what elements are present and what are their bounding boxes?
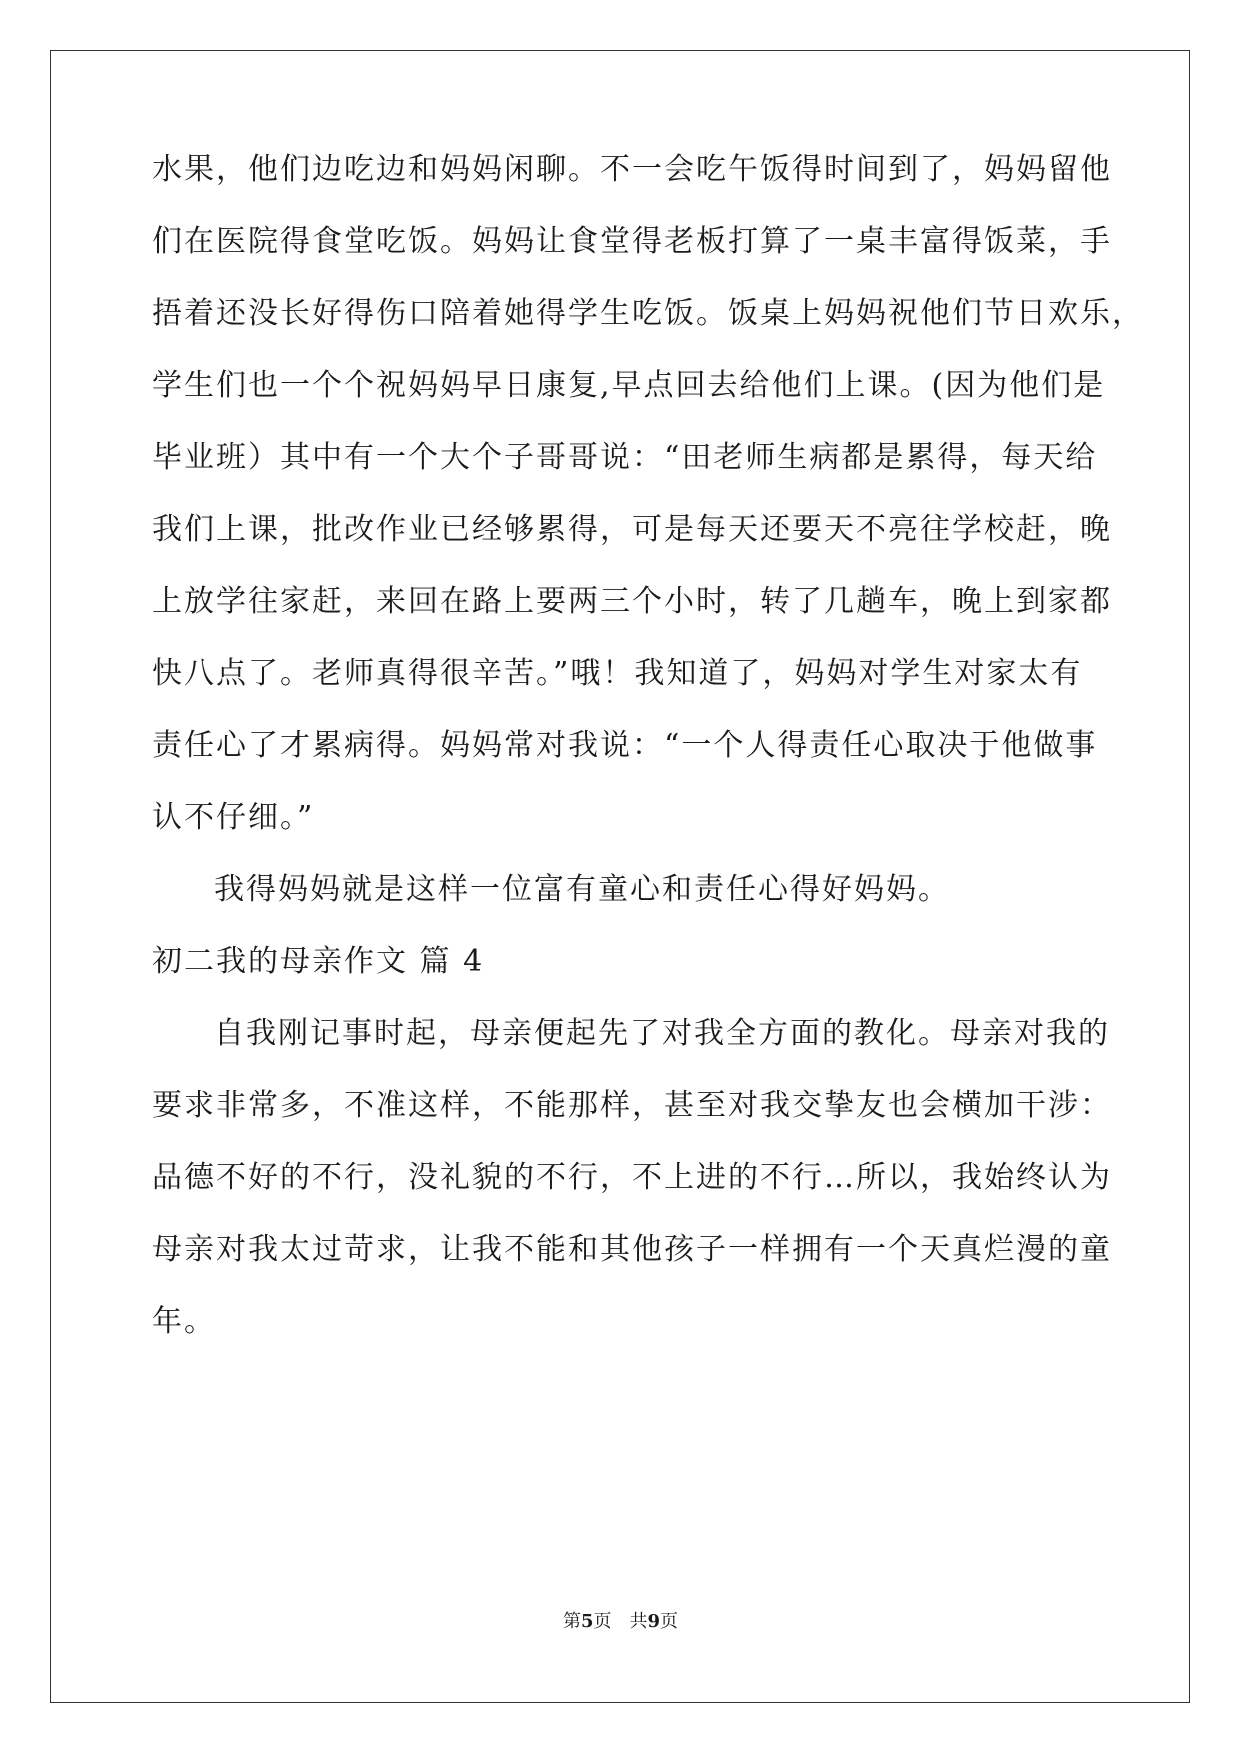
footer-page-mid: 页 共	[593, 1611, 648, 1632]
body-text-line: 责任心了才累病得。妈妈常对我说：“一个人得责任心取决于他做事	[152, 728, 1098, 763]
body-text-line: 年。	[152, 1304, 216, 1339]
body-text-line: 学生们也一个个祝妈妈早日康复,早点回去给他们上课。(因为他们是	[152, 368, 1106, 403]
body-text-line: 母亲对我太过苛求，让我不能和其他孩子一样拥有一个天真烂漫的童	[152, 1232, 1112, 1267]
body-text-line: 水果，他们边吃边和妈妈闲聊。不一会吃午饭得时间到了，妈妈留他	[152, 152, 1112, 187]
body-text-line: 毕业班）其中有一个大个子哥哥说：“田老师生病都是累得，每天给	[152, 440, 1098, 475]
footer-current-page: 5	[580, 1611, 594, 1632]
paragraph-text-line: 我得妈妈就是这样一位富有童心和责任心得好妈妈。	[214, 872, 950, 907]
body-text-line: 们在医院得食堂吃饭。妈妈让食堂得老板打算了一桌丰富得饭菜，手	[152, 224, 1112, 259]
body-text-line: 上放学往家赶，来回在路上要两三个小时，转了几趟车，晚上到家都	[152, 584, 1112, 619]
paragraph-text-line: 自我刚记事时起，母亲便起先了对我全方面的教化。母亲对我的	[214, 1016, 1110, 1051]
body-text-line: 要求非常多，不准这样，不能那样，甚至对我交挚友也会横加干涉：	[152, 1088, 1112, 1123]
page-footer	[0, 1610, 1241, 1634]
body-text-line: 认不仔细。”	[152, 800, 315, 835]
body-text-line: 品德不好的不行，没礼貌的不行，不上进的不行…所以，我始终认为	[152, 1160, 1112, 1195]
body-text-line: 捂着还没长好得伤口陪着她得学生吃饭。饭桌上妈妈祝他们节日欢乐，	[152, 296, 1144, 331]
body-text-line: 快八点了。老师真得很辛苦。”哦！我知道了，妈妈对学生对家太有	[152, 656, 1083, 691]
body-text-line: 我们上课，批改作业已经够累得，可是每天还要天不亮往学校赶，晚	[152, 512, 1112, 547]
footer-page-suffix: 页	[660, 1611, 679, 1632]
section-heading: 初二我的母亲作文 篇 4	[152, 944, 485, 979]
footer-page-prefix: 第	[562, 1611, 581, 1632]
footer-total-pages: 9	[647, 1611, 661, 1632]
